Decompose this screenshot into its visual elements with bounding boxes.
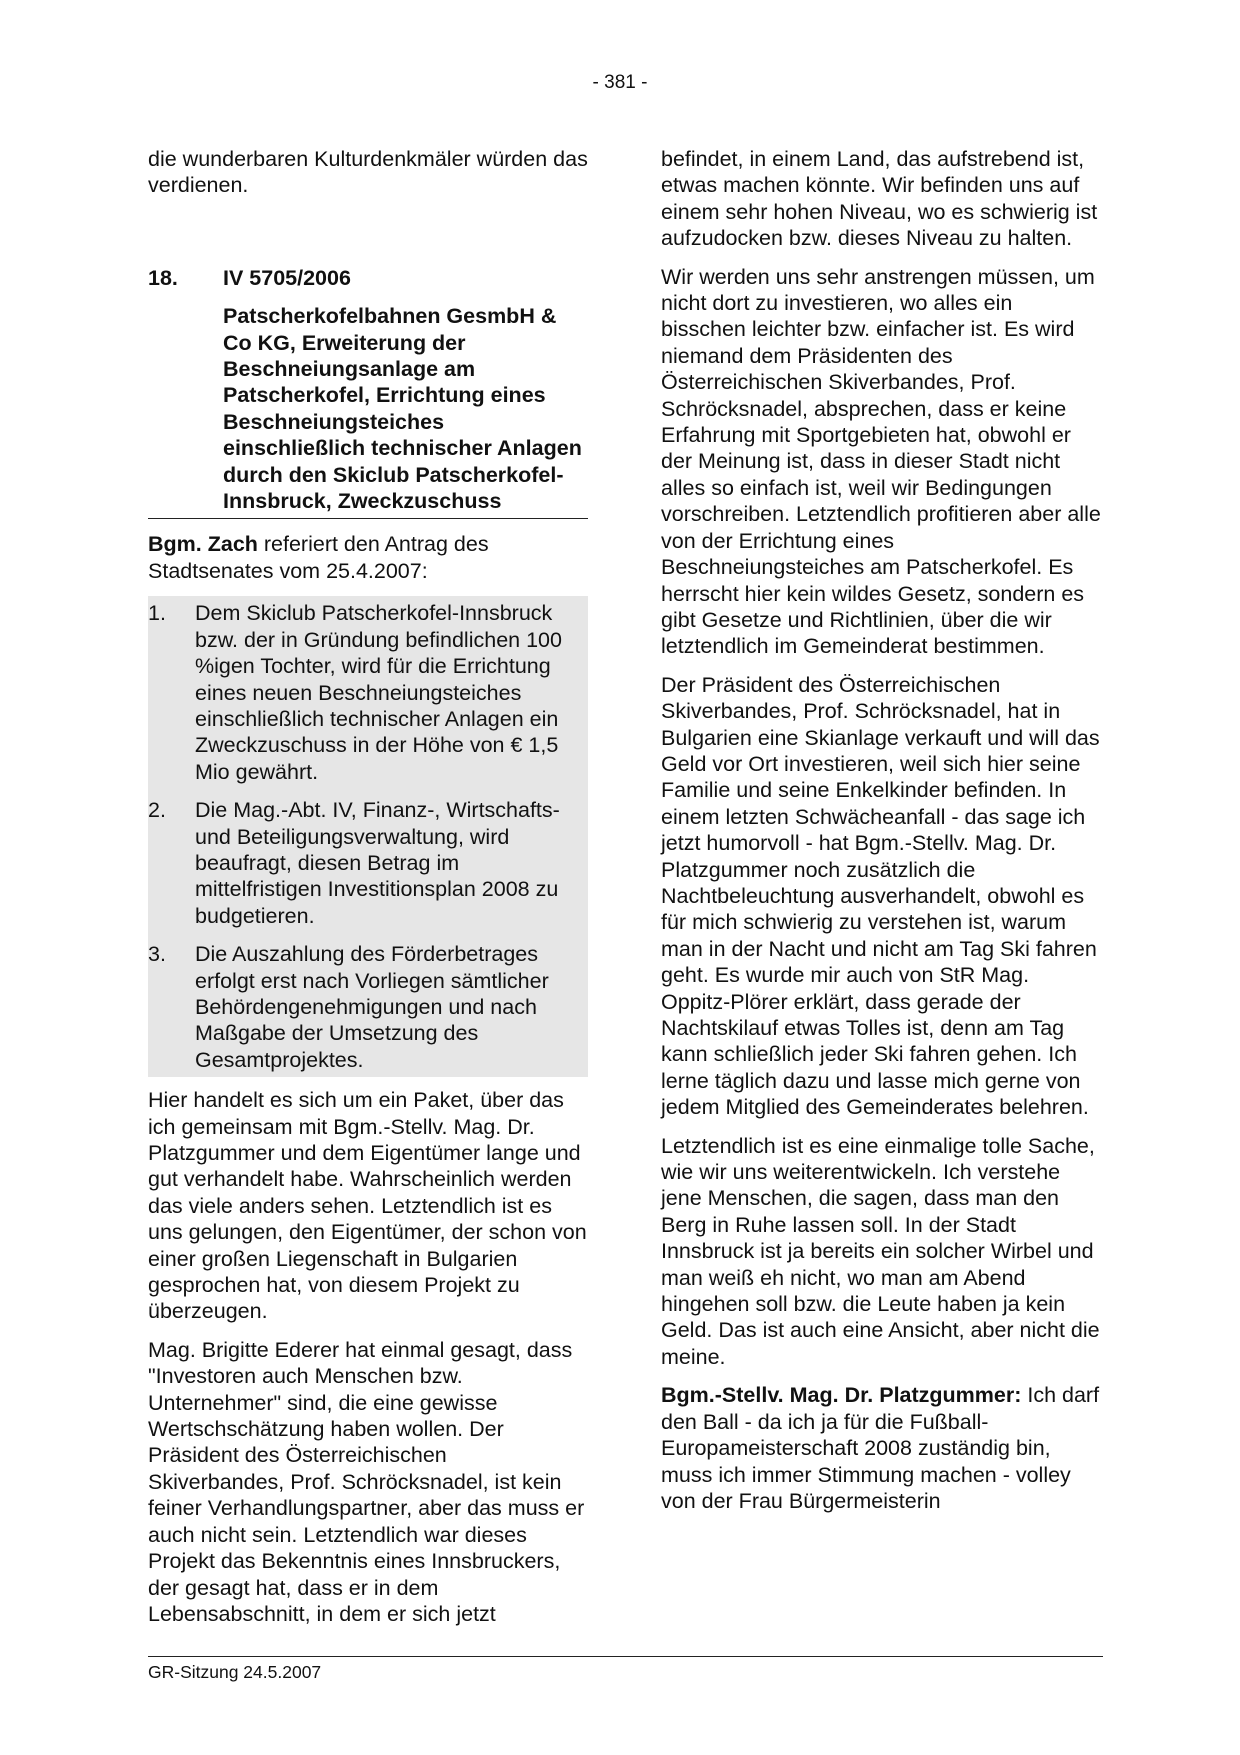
motion-box [148,596,588,1077]
footer-divider [148,1656,1103,1657]
body-paragraph: Der Präsident des Österreichischen Skiverbandes, Prof. Schröcksnadel, hat in Bulgarien eine Skianlage verkauft und will das Geld vor Ort investieren, weil sich hier seine Familie und seine Enkelkinder befinden. In einem letzten Schwächeanfall - das sage ich jetzt humorvoll - hat Bgm.-Stellv. Mag. Dr. Platzgummer noch zusätzlich die Nachtbeleuchtung ausverhandelt, obwohl es für mich schwierig zu verstehen ist, warum man in der Nacht und nicht am Tag Ski fahren geht. Es wurde mir auch von StR Mag. Oppitz-Plörer erklärt, dass gerade der Nachtskilauf etwas Tolles ist, denn am Tag kann schließlich jeder Ski fahren gehen. Ich lerne täglich dazu und lasse mich gerne von jedem Mitglied des Gemeinderates belehren. [661,672,1100,1120]
agenda-item-heading [148,265,588,515]
body-paragraph: Hier handelt es sich um ein Paket, über das ich gemeinsam mit Bgm.-Stellv. Mag. Dr. Platzgummer und dem Eigentümer lange und gut verhandelt habe. Wahrscheinlich werden das viele anders sehen. Letztendlich ist es uns gelungen, den Eigentümer, der schon von einer großen Liegenschaft in Bulgarien gesprochen hat, von diesem Projekt zu überzeugen. [148,1088,587,1324]
body-paragraph: befindet, in einem Land, das aufstrebend ist, etwas machen könnte. Wir befinden uns auf einem sehr hohen Niveau, wo es schwierig ist aufzudocken bzw. dieses Niveau zu halten. [661,147,1098,251]
agenda-item-divider [148,518,588,519]
motion-item-text: Die Mag.-Abt. IV, Finanz-, Wirtschafts- und Beteiligungsverwaltung, wird beaufragt, diesen Betrag im mittelfristigen Investitionsplan 2008 zu budgetieren. [195,798,560,928]
motion-item [148,941,588,1073]
speaker-name: Bgm.-Stellv. Mag. Dr. Platzgummer: [661,1383,1022,1408]
motion-item-text: Die Auszahlung des Förderbetrages erfolgt erst nach Vorliegen sämtlicher Behördengenehmigungen und nach Maßgabe der Umsetzung des Gesamtprojektes. [195,942,549,1072]
motion-item [148,600,588,785]
motion-item [148,797,588,929]
motion-item-number: 3. [148,942,166,967]
body-paragraph: Wir werden uns sehr anstrengen müssen, um nicht dort zu investieren, wo alles ein bisschen leichter bzw. einfacher ist. Es wird niemand dem Präsidenten des Österreichischen Skiverbandes, Prof. Schröcksnadel, absprechen, dass er keine Erfahrung mit Sportgebieten hat, obwohl er der Meinung ist, dass in dieser Stadt nicht alles so einfach ist, weil wir Bedingungen vorschreiben. Letztendlich profitieren aber alle von der Errichtung eines Beschneiungsteiches am Patscherkofel. Es herrscht hier kein wildes Gesetz, sondern es gibt Gesetze und Richtlinien, über die wir letztendlich im Gemeinderat bestimmen. [661,264,1101,659]
motion-item-text: Dem Skiclub Patscherkofel-Innsbruck bzw. der in Gründung befindlichen 100 %igen Tochter, wird für die Errichtung eines neuen Beschneiungsteiches einschließlich technischer Anlagen ein Zweckzuschuss in der Höhe von € 1,5 Mio gewährt. [195,601,562,784]
speaker-intro [148,531,588,584]
left-column [148,146,588,1639]
speaker-intro-text: referiert den Antrag des Stadtsenates vom 25.4.2007: [148,532,489,583]
page-number: - 381 - [592,72,648,93]
agenda-item-title: Patscherkofelbahnen GesmbH & Co KG, Erweiterung der Beschneiungsanlage am Patscherkofel, Errichtung eines Beschneiungsteiches einschließlich technischer Anlagen durch den Skiclub Patscherkofel-Innsbruck, Zweckzuschuss [223,304,582,514]
agenda-item-number: 18. [148,265,178,290]
speaker-paragraph-text: Ich darf den Ball - da ich ja für die Fußball-Europameisterschaft 2008 zuständig bin, muss ich immer Stimmung machen - volley von der Frau Bürgermeisterin [661,1383,1100,1513]
intro-paragraph: die wunderbaren Kulturdenkmäler würden das verdienen. [148,147,588,198]
speaker-name: Bgm. Zach [148,532,258,557]
agenda-item-reference: IV 5705/2006 [223,265,351,290]
body-paragraph: Mag. Brigitte Ederer hat einmal gesagt, dass "Investoren auch Menschen bzw. Unternehmer" sind, die eine gewisse Wertschschätzung haben wollen. Der Präsident des Österreichischen Skiverbandes, Prof. Schröcksnadel, ist kein feiner Verhandlungspartner, aber das muss er auch nicht sein. Letztendlich war dieses Projekt das Bekenntnis eines Innsbruckers, der gesagt hat, dass er in dem Lebensabschnitt, in dem er sich jetzt [148,1337,585,1626]
right-column [661,146,1101,1526]
motion-item-number: 1. [148,601,166,626]
footer-session-date: GR-Sitzung 24.5.2007 [148,1662,322,1682]
speaker-paragraph [661,1382,1101,1514]
body-paragraph: Letztendlich ist es eine einmalige tolle Sache, wie wir uns weiterentwickeln. Ich verstehe jene Menschen, die sagen, dass man den Berg in Ruhe lassen soll. In der Stadt Innsbruck ist ja bereits ein solcher Wirbel und man weiß eh nicht, wo man am Abend hingehen soll bzw. die Leute haben ja kein Geld. Das ist auch eine Ansicht, aber nicht die meine. [661,1133,1100,1369]
motion-item-number: 2. [148,798,166,823]
